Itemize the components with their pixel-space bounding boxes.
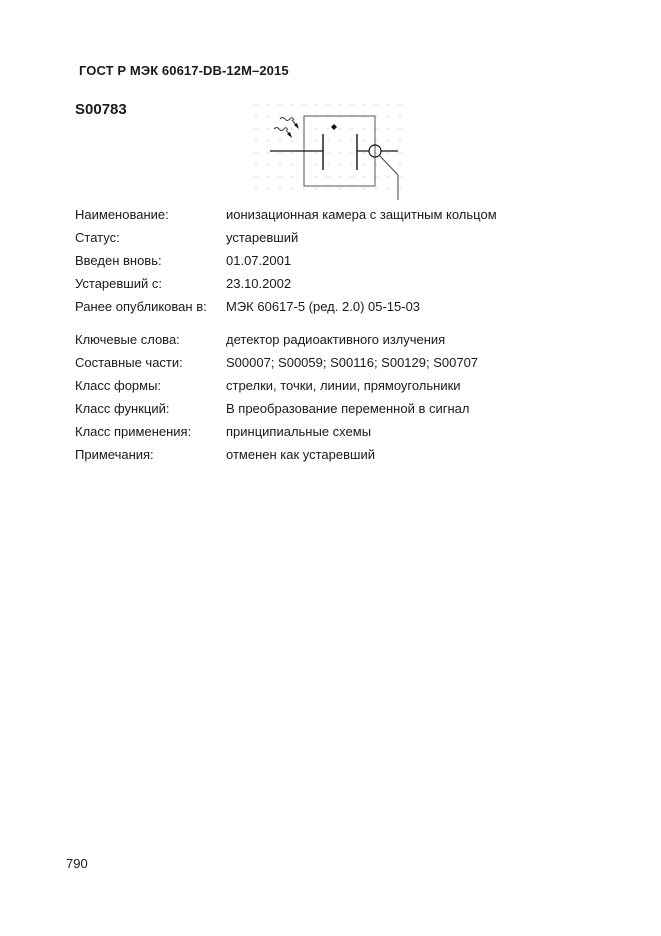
property-value: ионизационная камера с защитным кольцом bbox=[226, 207, 497, 222]
property-row-status bbox=[75, 226, 595, 249]
property-value: 01.07.2001 bbox=[226, 253, 292, 268]
property-label: Класс применения: bbox=[75, 424, 192, 439]
property-label: Статус: bbox=[75, 230, 120, 245]
property-label: Класс формы: bbox=[75, 378, 162, 393]
property-row-components bbox=[75, 351, 595, 374]
property-row-previously-published bbox=[75, 295, 595, 318]
property-label: Наименование: bbox=[75, 207, 169, 222]
property-row-shape-class bbox=[75, 374, 595, 397]
property-label: Устаревший с: bbox=[75, 276, 162, 291]
symbol-code: S00783 bbox=[75, 101, 127, 118]
property-row-keywords bbox=[75, 328, 595, 351]
property-label: Примечания: bbox=[75, 447, 154, 462]
document-header: ГОСТ Р МЭК 60617-DB-12M–2015 bbox=[79, 63, 289, 78]
symbol-figure bbox=[252, 100, 408, 204]
property-row-introduced bbox=[75, 249, 595, 272]
property-row-obsolete-since bbox=[75, 272, 595, 295]
property-value: МЭК 60617-5 (ред. 2.0) 05-15-03 bbox=[226, 299, 421, 314]
ionization-chamber-icon bbox=[252, 100, 408, 204]
property-value: 23.10.2002 bbox=[226, 276, 292, 291]
properties-table bbox=[75, 203, 595, 466]
property-row-application-class bbox=[75, 420, 595, 443]
property-value: принципиальные схемы bbox=[226, 424, 372, 439]
property-value: отменен как устаревший bbox=[226, 447, 375, 462]
page-number: 790 bbox=[66, 856, 88, 871]
property-value: детектор радиоактивного излучения bbox=[226, 332, 446, 347]
property-label: Класс функций: bbox=[75, 401, 170, 416]
property-row-notes bbox=[75, 443, 595, 466]
property-value: В преобразование переменной в сигнал bbox=[226, 401, 470, 416]
property-value: S00007; S00059; S00116; S00129; S00707 bbox=[226, 355, 479, 370]
property-value: устаревший bbox=[226, 230, 299, 245]
property-row-function-class bbox=[75, 397, 595, 420]
property-value: стрелки, точки, линии, прямоугольники bbox=[226, 378, 461, 393]
section-gap bbox=[75, 318, 595, 328]
property-label: Составные части: bbox=[75, 355, 183, 370]
property-label: Ключевые слова: bbox=[75, 332, 180, 347]
property-label: Ранее опубликован в: bbox=[75, 299, 207, 314]
property-row-name bbox=[75, 203, 595, 226]
property-label: Введен вновь: bbox=[75, 253, 162, 268]
